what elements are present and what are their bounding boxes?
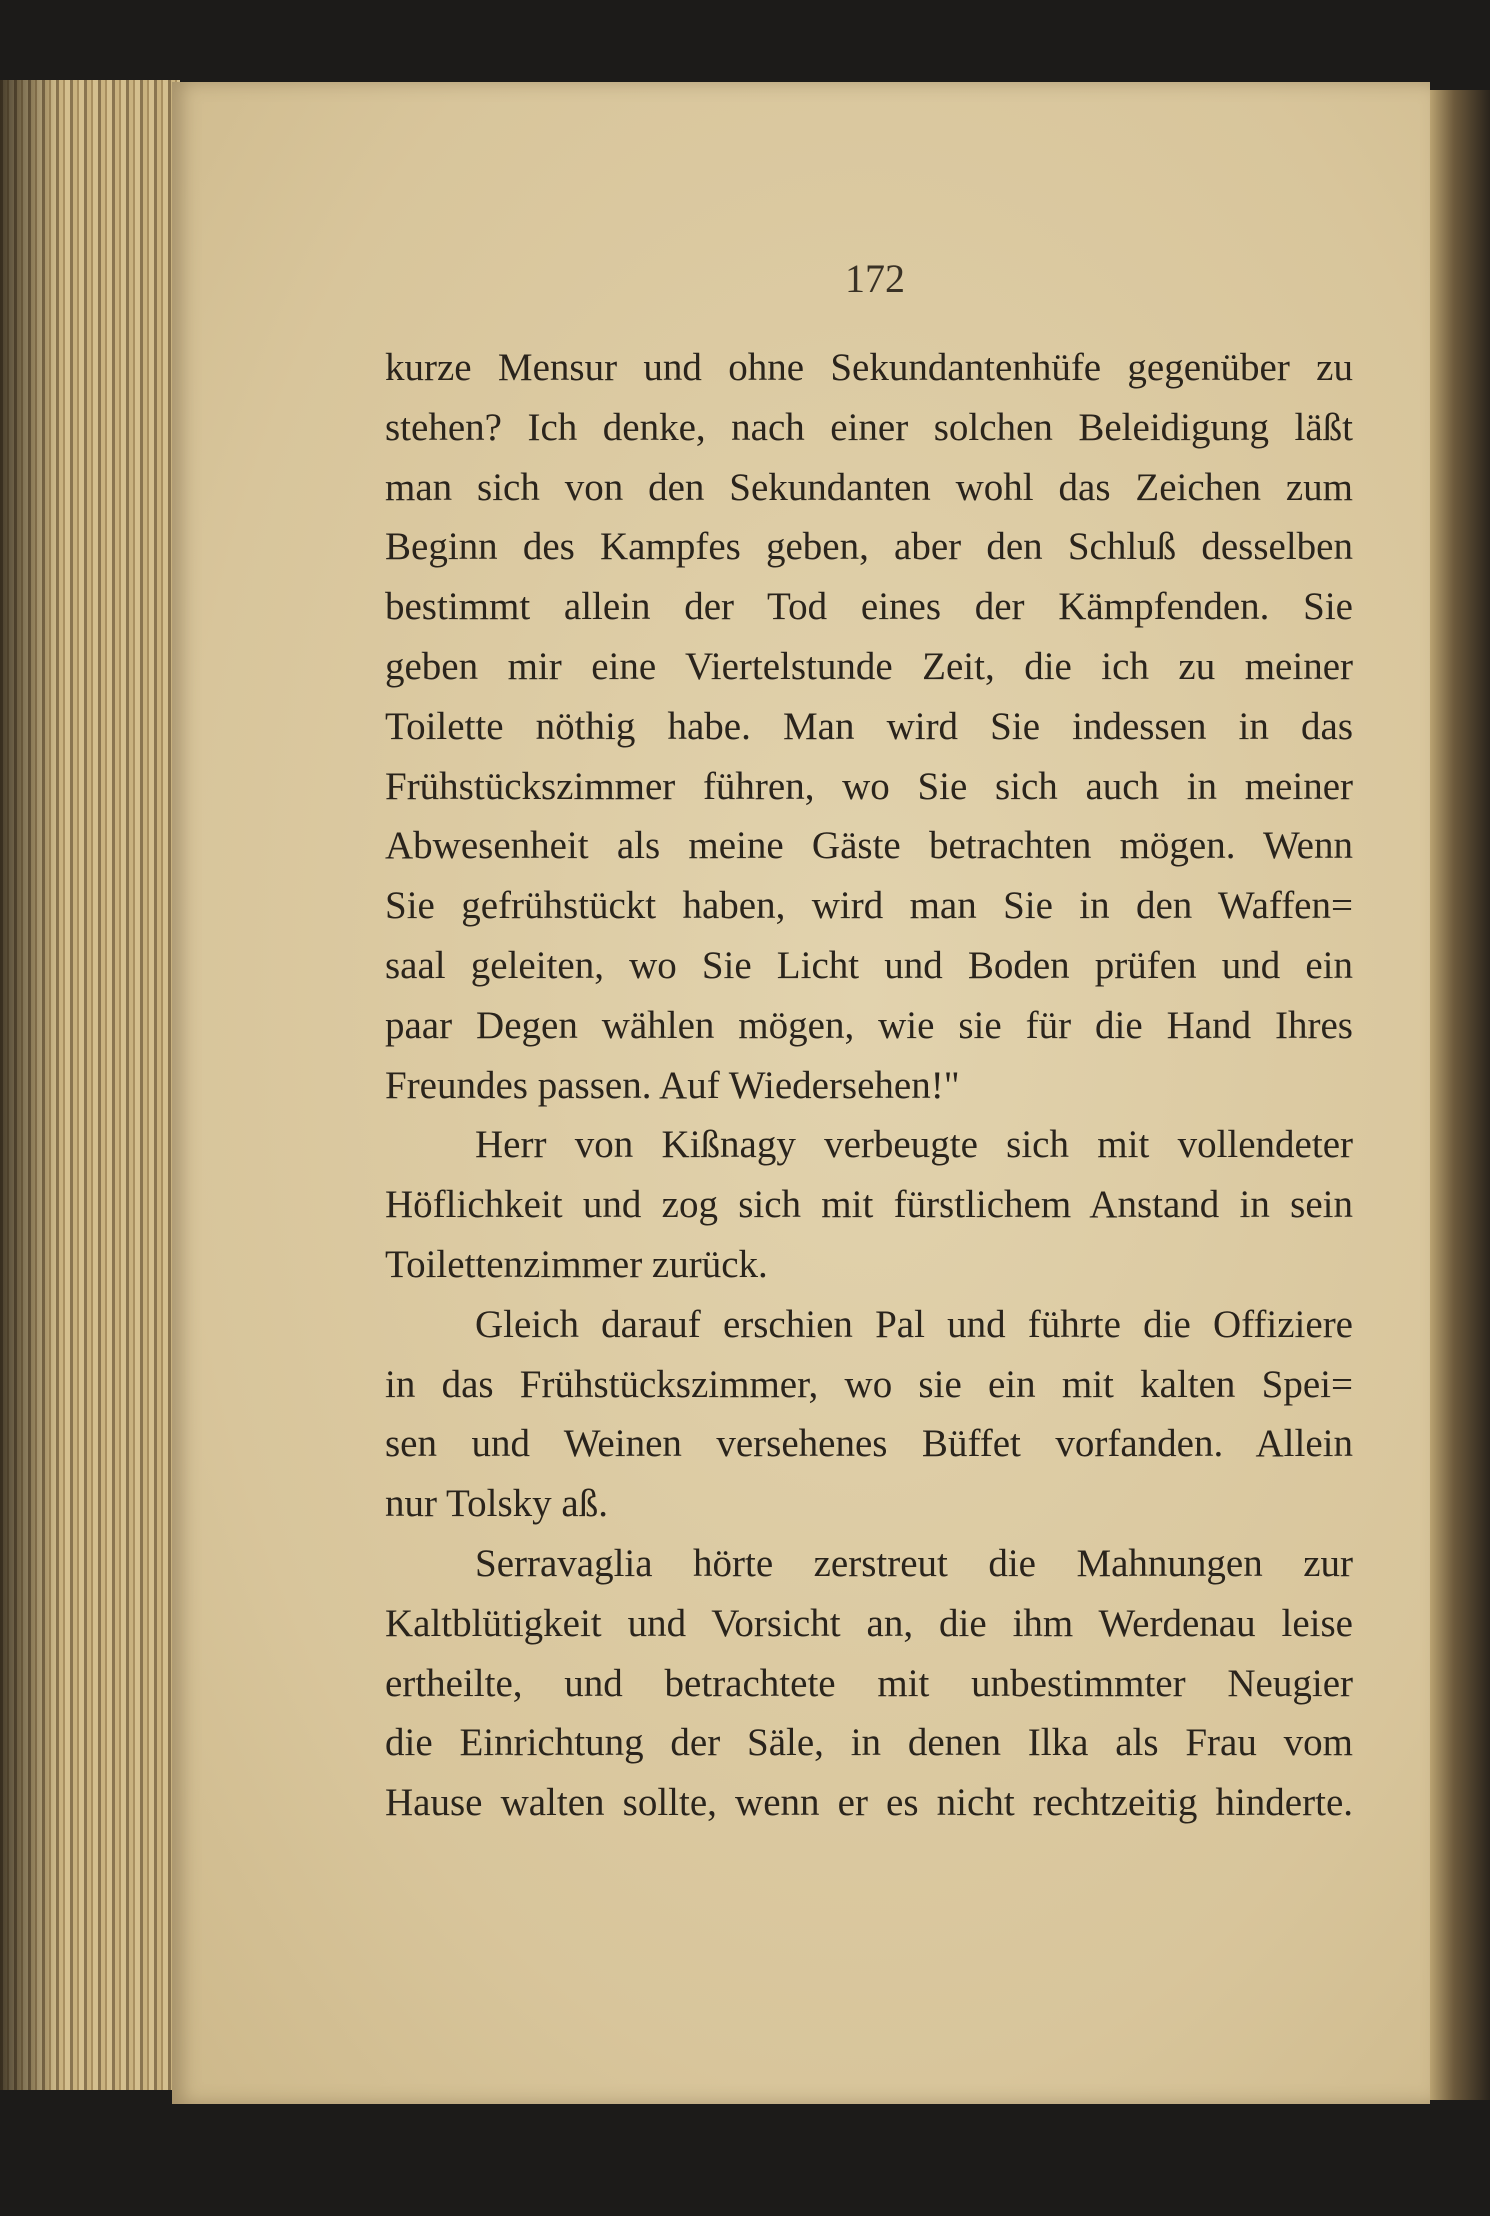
page-edges-shadow (0, 80, 60, 2090)
text-line: Frühstückszimmer führen, wo Sie sich auch in meiner (385, 764, 1353, 808)
text-line: Toilette nöthig habe. Man wird Sie indessen in das (385, 704, 1353, 748)
text-line: Herr von Kißnagy verbeugte sich mit vollendeter (475, 1123, 1353, 1167)
text-line: ertheilte, und betrachtete mit unbestimmter Neugier (385, 1661, 1353, 1705)
text-line: die Einrichtung der Säle, in denen Ilka als Frau vom (385, 1721, 1353, 1765)
text-line: nur Tolsky aß. (385, 1482, 608, 1526)
text-line: Gleich darauf erschien Pal und führte die Offiziere (475, 1302, 1353, 1346)
text-line: Höflichkeit und zog sich mit fürstlichem Anstand in sein (385, 1183, 1353, 1227)
text-line: Kaltblütigkeit und Vorsicht an, die ihm Werdenau leise (385, 1601, 1353, 1645)
text-line: Freundes passen. Auf Wiedersehen!" (385, 1063, 960, 1107)
text-line: in das Frühstückszimmer, wo sie ein mit kalten Spei= (385, 1362, 1353, 1406)
text-line: paar Degen wählen mögen, wie sie für die Hand Ihres (385, 1003, 1353, 1047)
book-right-edge (1430, 90, 1490, 2100)
text-line: Serravaglia hörte zerstreut die Mahnungen zur (475, 1541, 1353, 1585)
text-line: Sie gefrühstückt haben, wird man Sie in den Waffen= (385, 884, 1353, 928)
text-line: stehen? Ich denke, nach einer solchen Beleidigung läßt (385, 405, 1353, 449)
page-body-text (385, 338, 1353, 1833)
text-line: Toilettenzimmer zurück. (385, 1242, 768, 1286)
text-line: bestimmt allein der Tod eines der Kämpfenden. Sie (385, 585, 1353, 629)
text-line: kurze Mensur und ohne Sekundantenhüfe gegenüber zu (385, 346, 1353, 389)
page-number: 172 (845, 256, 905, 301)
text-line: saal geleiten, wo Sie Licht und Boden prüfen und ein (385, 943, 1353, 987)
text-line: Abwesenheit als meine Gäste betrachten mögen. Wenn (385, 824, 1353, 868)
text-line: sen und Weinen versehenes Büffet vorfanden. Allein (385, 1422, 1353, 1466)
text-line: Beginn des Kampfes geben, aber den Schluß desselben (385, 525, 1353, 569)
text-line: geben mir eine Viertelstunde Zeit, die ich zu meiner (385, 644, 1353, 688)
text-line: man sich von den Sekundanten wohl das Zeichen zum (385, 465, 1353, 509)
text-line: Hause walten sollte, wenn er es nicht rechtzeitig hinderte. (385, 1781, 1353, 1825)
